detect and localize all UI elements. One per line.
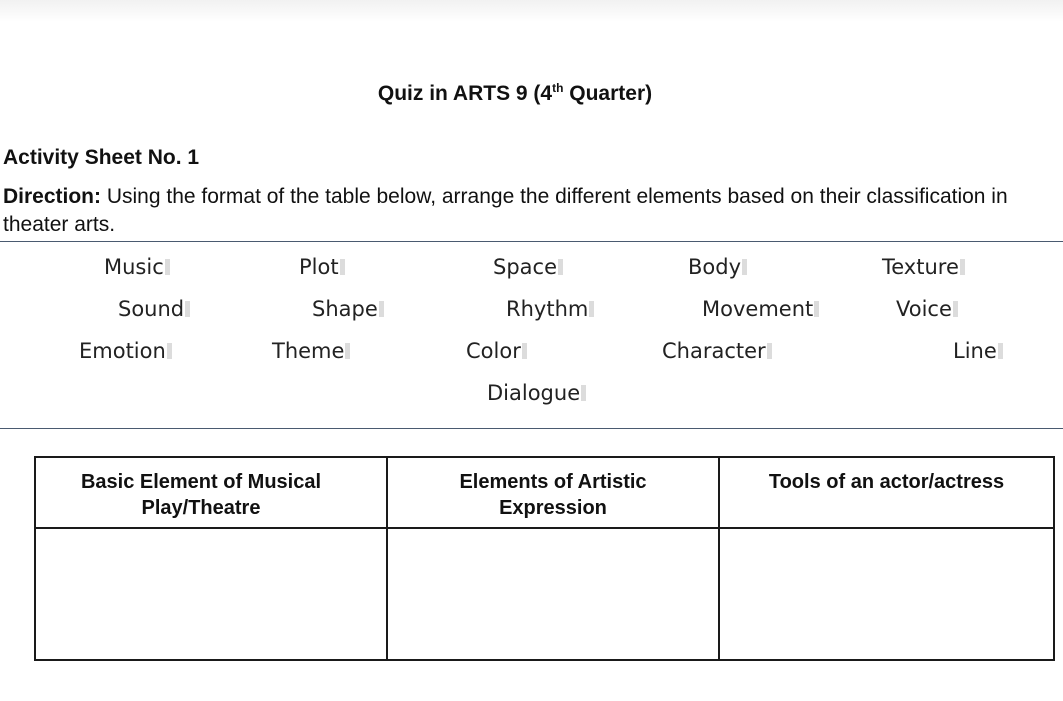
word-bank-item: Music [104, 255, 170, 279]
title-superscript: th [552, 81, 564, 95]
quiz-title [0, 82, 1030, 106]
direction-text: Using the format of the table below, arrange the different elements based on their classification in theater arts. [3, 185, 1008, 236]
word-bank-item: Shape [312, 297, 384, 321]
answer-cell-artistic-expression[interactable] [387, 528, 719, 660]
word-bank-item: Voice [896, 297, 958, 321]
title-main: Quiz in ARTS 9 (4 [377, 82, 553, 105]
word-bank-item: Dialogue [487, 381, 586, 405]
word-bank-item: Body [688, 255, 747, 279]
word-bank-item: Emotion [79, 339, 172, 363]
table-answer-row [35, 528, 1054, 660]
column-header-actor-tools [719, 457, 1054, 528]
word-bank-item: Sound [118, 297, 190, 321]
word-bank-item: Character [662, 339, 772, 363]
column-header-label: Basic Element of Musical Play/Theatre [80, 471, 322, 519]
word-bank-item: Texture [882, 255, 965, 279]
word-bank-bottom-rule [0, 428, 1063, 429]
scan-shading [0, 0, 1063, 22]
column-header-artistic-expression [387, 457, 719, 528]
word-bank-item: Theme [272, 339, 350, 363]
word-bank-item: Line [953, 339, 1003, 363]
answer-table [34, 456, 1055, 661]
word-bank-item: Movement [702, 297, 819, 321]
answer-cell-basic-elements[interactable] [35, 528, 387, 660]
column-header-label: Elements of Artistic Expression [459, 471, 647, 519]
answer-cell-actor-tools[interactable] [719, 528, 1054, 660]
word-bank-item: Rhythm [506, 297, 594, 321]
table-header-row [35, 457, 1054, 528]
title-tail: Quarter) [563, 82, 653, 105]
column-header-basic-elements [35, 457, 387, 528]
word-bank-top-rule [0, 241, 1063, 242]
word-bank-item: Color [466, 339, 527, 363]
word-bank-item: Plot [299, 255, 345, 279]
direction-paragraph [3, 183, 1013, 239]
column-header-label: Tools of an actor/actress [768, 471, 1005, 493]
activity-sheet-label: Activity Sheet No. 1 [3, 146, 200, 169]
word-bank-item: Space [493, 255, 563, 279]
direction-label: Direction: [3, 185, 102, 208]
